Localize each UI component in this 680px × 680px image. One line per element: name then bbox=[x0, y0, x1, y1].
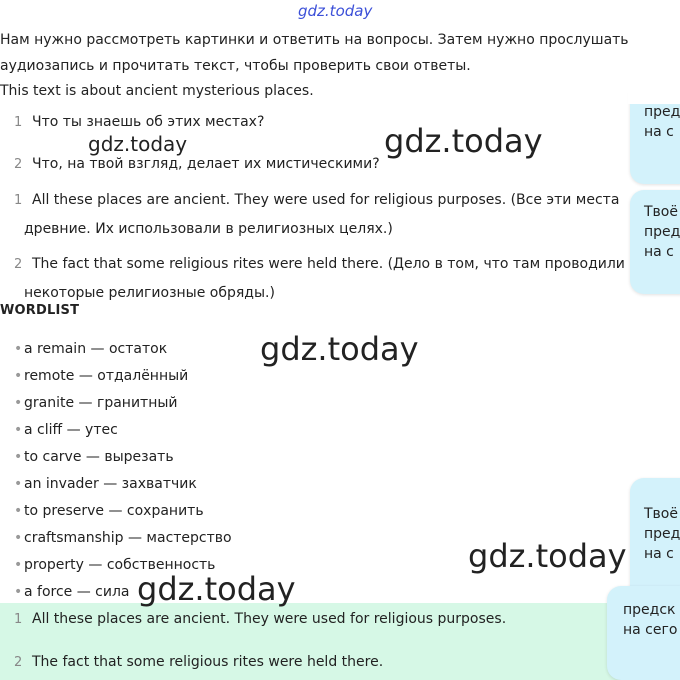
answer-number: 2 bbox=[14, 257, 23, 272]
question-number: 2 bbox=[14, 157, 23, 172]
question-text: Что ты знаешь об этих местах? bbox=[32, 114, 265, 130]
answer-line: некоторые религиозные обряды.) bbox=[24, 285, 275, 301]
wordlist-item: • remote — отдалённый bbox=[14, 368, 189, 384]
side-card[interactable]: Твоё пред на с bbox=[630, 190, 680, 294]
answer-number: 1 bbox=[14, 612, 23, 627]
intro-line-2: аудиозапись и прочитать текст, чтобы проверить свои ответы. bbox=[0, 58, 471, 74]
answer-text: All these places are ancient. They were used for religious purposes. bbox=[32, 611, 507, 627]
question-number: 1 bbox=[14, 115, 23, 130]
answer-text: The fact that some religious rites were held there. bbox=[32, 654, 384, 670]
wordlist-item: • granite — гранитный bbox=[14, 395, 178, 411]
answer-line: All these places are ancient. They were used for religious purposes. (Все эти места bbox=[32, 192, 620, 208]
answer-1 bbox=[14, 186, 644, 243]
watermark: gdz.today bbox=[137, 570, 296, 608]
watermark: gdz.today bbox=[88, 132, 188, 156]
wordlist-item: • a cliff — утес bbox=[14, 422, 118, 438]
wordlist-item: • craftsmanship — мастерство bbox=[14, 530, 232, 546]
side-card[interactable]: Твоё пред на с bbox=[630, 478, 680, 604]
intro-line-3: This text is about ancient mysterious places. bbox=[0, 83, 314, 99]
bottom-answer-2 bbox=[14, 654, 383, 670]
question-1 bbox=[14, 114, 264, 130]
answer-line: The fact that some religious rites were held there. (Дело в том, что там проводили bbox=[32, 256, 625, 272]
question-2 bbox=[14, 156, 380, 172]
wordlist-item: • an invader — захватчик bbox=[14, 476, 197, 492]
watermark: gdz.today bbox=[468, 537, 627, 575]
card-tab bbox=[628, 80, 680, 104]
answer-2 bbox=[14, 250, 644, 307]
wordlist-item: • a remain — остаток bbox=[14, 341, 168, 357]
intro-line-1: Нам нужно рассмотреть картинки и ответить на вопросы. Затем нужно прослушать bbox=[0, 32, 629, 48]
wordlist-item: • to preserve — сохранить bbox=[14, 503, 204, 519]
wordlist-item: • to carve — вырезать bbox=[14, 449, 174, 465]
bottom-answer-1 bbox=[14, 611, 506, 627]
question-text: Что, на твой взгляд, делает их мистическими? bbox=[32, 156, 380, 172]
answer-number: 1 bbox=[14, 193, 23, 208]
side-card[interactable]: предск на сего bbox=[607, 586, 680, 680]
answer-line: древние. Их использовали в религиозных целях.) bbox=[24, 221, 393, 237]
site-watermark: gdz.today bbox=[298, 2, 373, 20]
wordlist-item: • a force — сила bbox=[14, 584, 130, 600]
watermark: gdz.today bbox=[260, 330, 419, 368]
side-card[interactable]: пред на с bbox=[630, 82, 680, 184]
wordlist-item: • property — собственность bbox=[14, 557, 216, 573]
wordlist-heading: WORDLIST bbox=[0, 303, 80, 318]
watermark: gdz.today bbox=[384, 122, 543, 160]
answer-number: 2 bbox=[14, 655, 23, 670]
